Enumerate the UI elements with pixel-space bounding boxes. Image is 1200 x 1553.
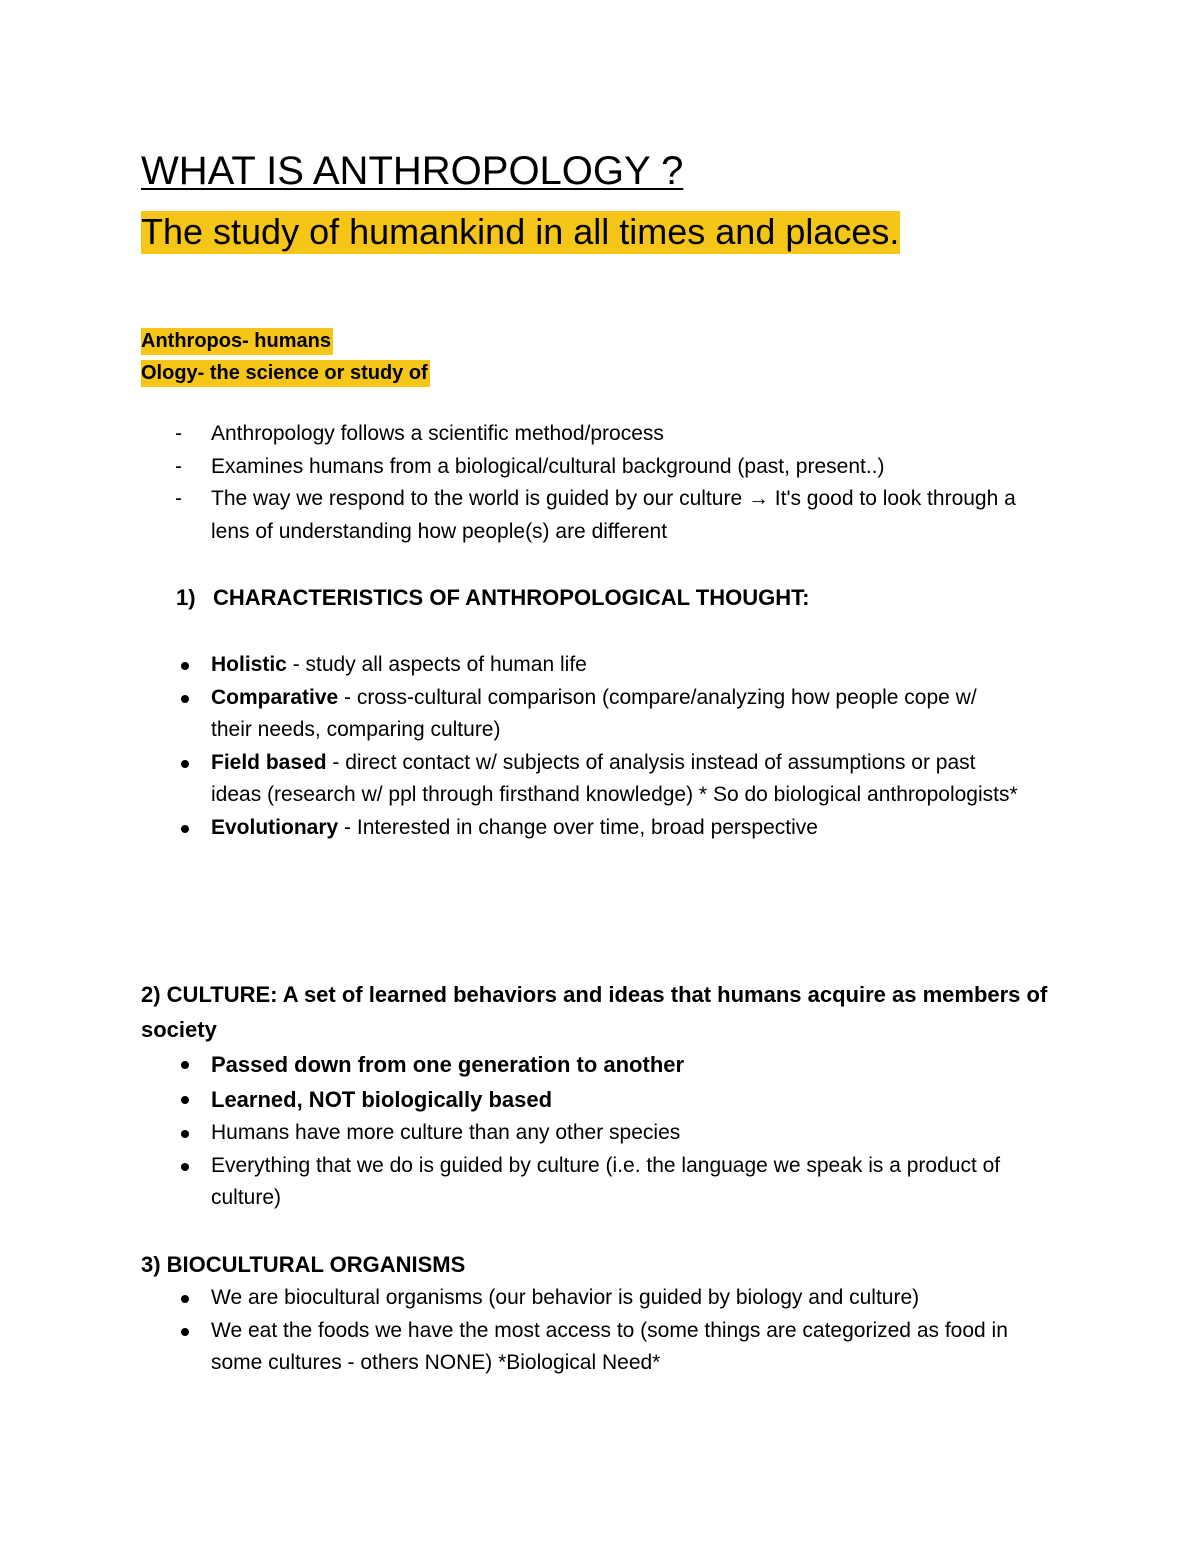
- list-item: Field based - direct contact w/ subjects of analysis instead of assumptions or past ideas (research w/ ppl through firsthand knowledge) * So do biological anthropologists*: [141, 747, 1021, 812]
- page-title: WHAT IS ANTHROPOLOGY ?: [141, 149, 684, 193]
- list-item: Comparative - cross-cultural comparison (compare/analyzing how people cope w/ their needs, comparing culture): [141, 682, 1021, 747]
- section3-heading: 3) BIOCULTURAL ORGANISMS: [141, 1252, 466, 1277]
- definitions: [141, 325, 430, 389]
- term-evolutionary: Evolutionary: [211, 815, 339, 839]
- intro-list: [141, 418, 1021, 548]
- list-item: Learned, NOT biologically based: [141, 1082, 1021, 1117]
- section2-list: [141, 1047, 1021, 1215]
- list-item: Humans have more culture than any other species: [141, 1117, 1021, 1150]
- list-item: Evolutionary - Interested in change over time, broad perspective: [141, 812, 1021, 845]
- subtitle-definition: [141, 210, 900, 254]
- list-item: - Examines humans from a biological/cultural background (past, present..): [141, 451, 1021, 484]
- term-holistic: Holistic: [211, 653, 287, 676]
- list-item: Holistic - study all aspects of human life: [141, 649, 1021, 682]
- section1-list: [141, 649, 1021, 844]
- definition-ology: Ology- the science or study of: [141, 357, 430, 389]
- section1-heading: 1) CHARACTERISTICS OF ANTHROPOLOGICAL THOUGHT:: [176, 585, 810, 610]
- term-field-based: Field based: [211, 750, 327, 774]
- section3-list: [141, 1282, 1021, 1380]
- list-item: Passed down from one generation to another: [141, 1047, 1021, 1082]
- subtitle-highlight: The study of humankind in all times and places.: [141, 211, 900, 252]
- list-item: - The way we respond to the world is guided by our culture → It's good to look through a lens of understanding how people(s) are different: [141, 483, 1021, 548]
- section2-heading: 2) CULTURE: A set of learned behaviors and ideas that humans acquire as members of society: [141, 982, 1048, 1042]
- list-item: Everything that we do is guided by culture (i.e. the language we speak is a product of culture): [141, 1150, 1021, 1215]
- list-item: We eat the foods we have the most access to (some things are categorized as food in some cultures - others NONE) *Biological Need*: [141, 1315, 1021, 1380]
- term-comparative: Comparative: [211, 685, 339, 709]
- definition-anthropos: Anthropos- humans: [141, 325, 430, 357]
- list-item: - Anthropology follows a scientific method/process: [141, 418, 1021, 451]
- list-item: We are biocultural organisms (our behavior is guided by biology and culture): [141, 1282, 1021, 1315]
